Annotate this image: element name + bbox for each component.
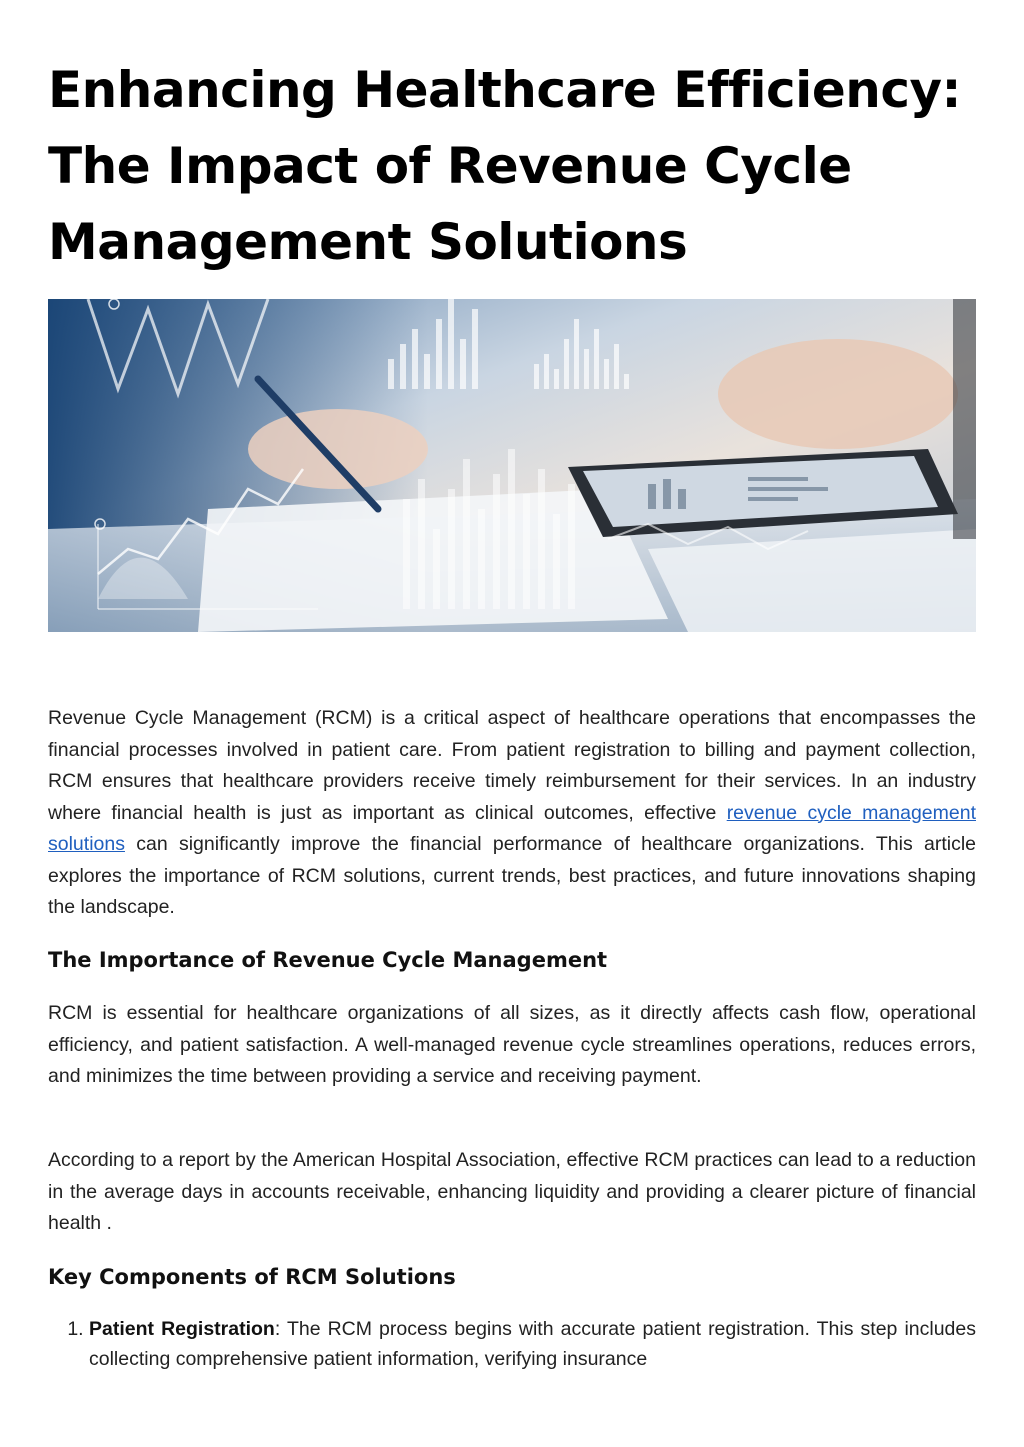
intro-text-before-link: Revenue Cycle Management (RCM) is a critical aspect of healthcare operations that encompasses the financial processes involved in patient care. From patient registration to billing and payment collection, RCM ensures that healthcare providers receive timely reimbursement for their services. In an industry where financial health is just as important as clinical outcomes, effective (48, 707, 976, 824)
title-line-1: Enhancing Healthcare Efficiency: (48, 61, 962, 119)
intro-paragraph (48, 703, 976, 924)
rcm-solutions-link[interactable]: revenue cycle management solutions (48, 801, 976, 855)
importance-paragraph-2: According to a report by the American Hospital Association, effective RCM practices can lead to a reduction in the average days in accounts receivable, enhancing liquidity and providing a clearer picture of financial health . (48, 1149, 976, 1234)
importance-paragraph-1: RCM is essential for healthcare organizations of all sizes, as it directly affects cash flow, operational efficiency, and patient satisfaction. A well-managed revenue cycle streamlines operations, reduces errors, and minimizes the time between providing a service and receiving payment. (48, 1002, 976, 1087)
list-item-text: : The RCM process begins with accurate patient registration. This step includes collecting comprehensive patient information, verifying insurance (89, 1318, 976, 1370)
title-line-2: The Impact of Revenue Cycle (48, 137, 852, 195)
intro-text-after-link: can significantly improve the financial performance of healthcare organizations. This article explores the importance of RCM solutions, current trends, best practices, and future innovations shaping the landscape. (48, 833, 976, 918)
page-title (48, 52, 976, 280)
components-heading: Key Components of RCM Solutions (48, 1265, 456, 1289)
list-item (89, 1314, 976, 1374)
business-charts-photo-icon (48, 299, 976, 632)
list-item-term: Patient Registration (89, 1318, 275, 1340)
hero-image (48, 299, 976, 632)
title-line-3: Management Solutions (48, 213, 688, 271)
components-list (48, 1314, 976, 1374)
importance-heading: The Importance of Revenue Cycle Management (48, 948, 608, 972)
